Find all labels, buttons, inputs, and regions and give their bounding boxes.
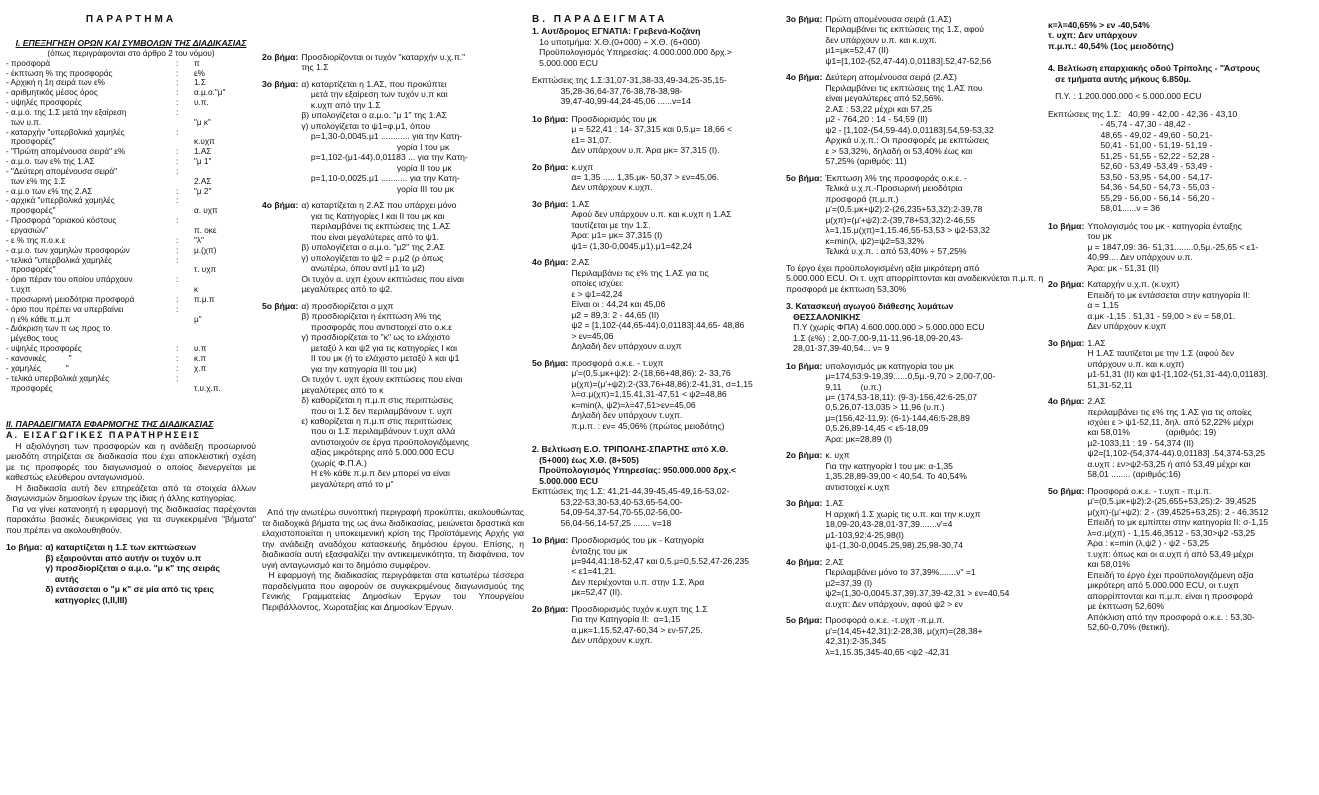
step-label: 3ο βήμα: [532, 198, 569, 209]
step-label: 2ο βήμα: [1048, 279, 1085, 290]
step-text: Προσφορά ο.κ.ε. -τ.υχπ -π.μ.π. μ'=(14,45+42,31):2-28,38, μ(χπ)=(28,38+ 42,31):2-35,345 λ=1,15.35,345-40,65 <ψ2 -42,31 [825, 615, 983, 657]
definition-term: - υψηλές προσφορές [6, 98, 82, 108]
example-1-discounts: Εκπτώσεις της 1.Σ:31,07-31,38-33,49-34,25-35,15- 35,28-36,64-37,76-38,78-38,98- 39,47-40,99-44,24-45,06 ......v=14 [532, 75, 727, 107]
definition-symbol: υ.π. [194, 98, 209, 108]
step-4 [786, 557, 1048, 609]
step-2 [1048, 279, 1314, 331]
step-1 [1048, 221, 1314, 273]
step-text: 2.ΑΣ Περιλαμβάνει τις ε% της 1.ΑΣ για τις οποίες ισχύει: ε > ψ1=42,24 Είναι οι : 44,24 και 45,06 μ2 = 89,3: 2 - 44,65 (ΙΙ) ψ2 = [1,102-(44,65-44).0,01183].44,65- 48,86 > εν=45,06 Δηλαδή δεν υπάρχουν α.υχπ [571, 257, 745, 352]
step-label: 1ο βήμα: [786, 360, 823, 371]
step-3 [532, 199, 780, 251]
column-1 [6, 0, 259, 605]
column-5 [1048, 20, 1314, 639]
paragraph: Από την ανωτέρω συνοπτική περιγραφή προκύπτει, ακολουθώντας τα διαδοχικά βήματα της ως άνω διαδικασίας, μειώνεται δραστικά και ελαχιστοποιείται η υποκειμενική κρίση της Προϊστάμενης Αρχής για την ανάδειξη αναδόχου κατασκευής δημόσιου έργου. Επίσης, η διαδικασία αυτή εξασφαλίζει την αντικειμενικότητα, τη διαφάνεια, τον υγιή ανταγωνισμό και το δημόσιο συμφέρον. [262, 507, 527, 570]
definition-term: - αρχικά "υπερβολικά χαμηλές προσφορές" [6, 196, 115, 216]
definition-row [6, 305, 256, 325]
definition-colon: : [176, 216, 179, 226]
definition-term: - α.μ.ο. των ε% της 1.ΑΣ [6, 157, 95, 167]
step-3 [786, 173, 1048, 257]
column-3 [532, 0, 780, 652]
definition-colon: : [176, 353, 179, 363]
definition-symbol: τ.υ.χ.π. [194, 383, 221, 393]
definition-row [6, 324, 256, 344]
step-text: Δεύτερη απομένουσα σειρά (2.ΑΣ) Περιλαμβάνει τις εκπτώσεις της 1.ΑΣ που είναι μεγαλύτερες από 52,56%. 2.ΑΣ : 53,22 μέχρι και 57,25 μ2 - 764,20 : 14 - 54,59 (ΙΙ) ψ2 - [1,102-(54,59-44).0,01183].54,59-53,32 Αρχικά υ.χ.π.: Οι προσφορές με εκπτώσεις ε > 53,32%, δηλαδή οι 53,40% έως και 57,25% (αριθμός: 11) [825, 72, 994, 167]
definition-symbol: ε% [194, 68, 205, 78]
example-1-steps [532, 114, 780, 432]
section-1-subtitle: (όπως περιγράφονται στο άρθρο 2 του νόμου) [47, 48, 215, 58]
definition-row [6, 69, 256, 79]
definition-symbol: τ. υχπ [194, 265, 217, 275]
definition-term: - προσφορά [6, 58, 51, 68]
step-3 [786, 498, 1048, 550]
definition-colon: : [176, 58, 179, 68]
example-1-heading: 1. Αυτ/δρομος ΕΓΝΑΤΙΑ: Γρεβενά-Κοζάνη [532, 26, 701, 37]
step-text: 1.ΑΣ Η αρχική 1.Σ χωρίς τις υ.π. και την κ.υχπ 18,09-20,43-28,01-37,39.......ν'=4 μ1-103,92:4-25,98(Ι) ψ1-(1,30-0,0045.25,98).25,98-30,74 [825, 498, 981, 551]
step-text: 1.ΑΣ Αφού δεν υπάρχουν υ.π. και κ.υχπ η 1.ΑΣ ταυτίζεται με την 1.Σ. Άρα: μ1= μκ= 37,315 (Ι) ψ1= (1,30-0,0045.μ1).μ1=42,24 [571, 198, 732, 251]
definition-symbol: "μ κ" [194, 117, 211, 127]
definition-row [6, 196, 256, 216]
definition-row [6, 216, 256, 236]
step-text: Καταρχήν υ.χ.π. (κ.υχπ) Επειδή το μκ εντάσσεται στην κατηγορία ΙΙ: α = 1,15 α.μκ -1,15 . 51,31 - 59,00 > εν = 58,01. Δεν υπάρχουν κ.υχπ [1087, 279, 1250, 332]
definition-term: - α.μ.ο των ε% της 2.ΑΣ [6, 186, 93, 196]
column-4 [786, 14, 1048, 663]
definition-colon: : [176, 186, 179, 196]
definitions-table [6, 59, 256, 394]
step-2 [786, 72, 1048, 166]
step-label: 2ο βήμα: [786, 450, 823, 461]
definition-colon [176, 324, 186, 344]
step-text: 2.ΑΣ Περιλαμβάνει μόνο το 37,39%.......ν" =1 μ2=37,39 (Ι) ψ2=(1,30-0,0045.37,39).37,39-42,31 > εν=40,54 α.υχπ: Δεν υπάρχουν, αφού ψ2 > εν [825, 556, 1010, 609]
step-2 [532, 604, 780, 646]
definition-row [6, 128, 256, 148]
step-4 [262, 301, 524, 490]
definition-row [6, 246, 256, 256]
step-label: 1ο βήμα: [532, 113, 569, 124]
definition-row [6, 98, 256, 108]
definition-row [6, 167, 256, 187]
example-2-conclusion: Το έργο έχει προϋπολογισμένη αξία μικρότερη από 5.000.000 ECU. Οι τ. υχπ απορρίπτονται και αναδεικνύεται π.μ.π. η προσφορά με έκπτωση 53,30% [786, 262, 1044, 294]
step-label: 1ο βήμα: [6, 542, 43, 553]
definition-symbol: π. οκε [194, 226, 217, 236]
definition-colon: : [176, 235, 179, 245]
example-4-discounts: Εκπτώσεις της 1.Σ: 40,99 - 42,00 - 42,36 - 43,10 - 45,74 - 47,30 - 48,42 - 48,65 - 49,02 - 49,60 - 50,21- 50,41 - 51,00 - 51,19- 51,19 - 51,25 - 51,55 - 52,22 - 52,28 - 52,60 - 53,49 -53,49 - 53,49 - 53,50 - 53,95 - 54,00 - 54,17- 54,36 - 54,50 - 54,73 - 55,03 - 55,29 - 56,00 - 56,14 - 56,20 - 58,01......ν = 36 [1048, 108, 1238, 214]
step-label: 5ο βήμα: [532, 357, 569, 368]
paragraph: Για να γίνει κατανοητή η εφαρμογή της διαδικασίας παρέχονται παρακάτω βασικές διευκρινίσεις για τα συγκεκριμένα "βήματα" που πρέπει να ακολουθηθούν. [6, 503, 259, 535]
step-label: 3ο βήμα: [262, 78, 299, 89]
definition-row [6, 256, 256, 276]
definition-symbol: π [194, 58, 200, 68]
step-2 [532, 162, 780, 193]
step-1 [532, 535, 780, 598]
definition-term: - α.μ.ο. της 1.Σ μετά την εξαίρεση των υ.π. [6, 107, 127, 127]
definition-row [6, 78, 256, 88]
definition-symbol: υ.π [194, 344, 207, 354]
paragraph: Η διαδικασία αυτή δεν επηρεάζεται από τα στοιχεία άλλων διαγωνισμών δημοσίων έργων της ίδιας ή άλλης κατηγορίας. [6, 482, 259, 504]
definition-row [6, 108, 256, 128]
definition-row [6, 374, 256, 394]
definition-colon: : [176, 304, 179, 314]
definition-row [6, 275, 256, 295]
step-label: 2ο βήμα: [532, 603, 569, 614]
definition-symbol: α. υχπ [194, 206, 218, 216]
example-1-info: 1ο υποτμήμα: Χ.Θ.(0+000) ÷ Χ.Θ. (6+000) Προϋπολογισμός Υπηρεσίας: 4.000.000.000 δρχ.> 5.000.000 ECU [539, 36, 732, 68]
section-a-title: Α. ΕΙΣΑΓΩΓΙΚΕΣ ΠΑΡΑΤΗΡΗΣΕΙΣ [6, 429, 201, 440]
definition-row [6, 364, 256, 374]
definition-term: - κανονικές " [6, 353, 72, 363]
definition-row [6, 344, 256, 354]
definition-symbol: α.μ.ο."μ" [194, 88, 226, 98]
section-2-title: ΙΙ. ΠΑΡΑΔΕΙΓΜΑΤΑ ΕΦΑΡΜΟΓΗΣ ΤΗΣ ΔΙΑΔΙΚΑΣΙΑΣ [6, 419, 214, 430]
step-4 [532, 257, 780, 351]
step-label: 5ο βήμα: [262, 300, 299, 311]
step-label: 4ο βήμα: [262, 200, 299, 211]
step-1 [786, 14, 1048, 66]
example-3-steps [786, 361, 1048, 658]
definition-symbol: κ.π [194, 353, 207, 363]
definition-symbol: 1.ΑΣ [194, 147, 212, 157]
step-label: 4ο βήμα: [532, 257, 569, 268]
definition-colon: : [176, 127, 179, 137]
step-text: Προσδιορισμός τυχόν κ.υχπ της 1.Σ Για την Κατηγορία ΙΙ: α=1,15 α.μκ=1,15.52,47-60,34 > εν-57,25. Δεν υπάρχουν κ.υχπ. [571, 603, 708, 646]
step-text: κ.υχπ α= 1,35 ..... 1,35.μκ- 50,37 > εν=45,06. Δεν υπάρχουν κ.υχπ. [571, 161, 720, 193]
step-text: Προσδιορίζονται οι τυχόν "καταρχήν υ.χ.π." της 1.Σ [301, 52, 466, 73]
step-text: προσφορά ο.κ.ε. - τ.υχπ μ'=(0,5.μκ+ψ2): 2-(18,66+48,86): 2- 33,76 μ(χπ)=(μ'+ψ2):2-(33,76+48,86):2-41,31, σ=1,15 λ=σ.μ(χπ)=1,15.41,31-47,51 < ψ2=48,86 κ=min(λ, ψ2)=λ=47,51>εν=45,06 Δηλαδή δεν υπάρχουν τ.υχπ. π.μ.π. : εν= 45,06% (πρώτος μειοδότης) [571, 357, 753, 431]
definition-colon: : [176, 68, 179, 78]
step-1 [6, 542, 256, 605]
definition-term: - όριο που πρέπει να υπερβαίνει η ε% κάθε π.μ.π [6, 304, 124, 324]
definition-colon: : [176, 88, 179, 98]
step-label: 4ο βήμα: [1048, 396, 1085, 407]
step-label: 3ο βήμα: [786, 498, 823, 509]
step-label: 2ο βήμα: [532, 161, 569, 172]
definition-term: - υψηλές προσφορές [6, 344, 82, 354]
definition-row [6, 295, 256, 305]
step-5 [1048, 486, 1314, 633]
definition-colon: : [176, 196, 179, 206]
definition-row [6, 354, 256, 364]
definition-colon: : [176, 255, 179, 265]
definition-term: - τελικά "υπερβολικά χαμηλές προσφορές" [6, 255, 112, 275]
example-3-result: κ=λ=40,65% > εν -40,54% τ. υχπ: Δεν υπάρχουν π.μ.π.: 40,54% (1ος μειοδότης) [1048, 20, 1174, 51]
step-text: Προσδιορισμός του μκ μ = 522,41 : 14- 37,315 και 0,5.μ= 18,66 < ε1= 31,07. Δεν υπάρχουν υ.π. Άρα μκ= 37,315 (Ι). [571, 113, 733, 156]
step-text: Υπολογισμός του μκ - κατηγορία ένταξης του μκ μ = 1847,09: 36- 51,31........0,5μ.-25,65 < ε1- 40,99.... Δεν υπάρχουν υ.π. Άρα: μκ - 51,31 (ΙΙ) [1087, 220, 1259, 273]
step-label: 3ο βήμα: [1048, 337, 1085, 348]
step-2 [786, 450, 1048, 492]
step-label: 4ο βήμα: [786, 72, 823, 83]
definition-term: - έκπτωση % της προσφοράς [6, 68, 113, 78]
step-text: υπολογισμός μκ κατηγορία του μκ μ=174,53:9-19,39......0,5μ.-9,70 > 2,00-7,00- 9,11 (υ.π.) μ= (174,53-18,11): (9-3)-156,42:6-25,07 0,5.26,07-13,035 > 11,96 (υ.π.) μ=(156,42-11,9): (6-1)-144,46:5-28,89 0,5.26,89-14,45 < ε5-18,09 Άρα: μκ=28,89 (Ι) [825, 360, 996, 444]
step-text: α) καταρτίζεται η 2.ΑΣ που υπάρχει μόνο για τις Κατηγορίες Ι και ΙΙ του μκ και περιλαμβάνει τις εκπτώσεις της 1.ΑΣ που είναι μεγαλύτερες από το ψ1. β) υπολογίζεται ο α.μ.ο. "μ2" της 2.ΑΣ γ) υπολογίζεται το ψ2 = ρ.μ2 (ρ όπως ανωτέρω, όπου αντί μ1 το μ2) Οι τυχόν α. υχπ έχουν εκπτώσεις που είναι μεγαλύτερες από το ψ2. [301, 200, 464, 295]
step-text: Έκπτωση λ% της προσφοράς ο.κ.ε. - Τελικά υ.χ.π.-Προσωρινή μειοδότρια προσφορά (π.μ.π.) μ'=(0,5.μκ+ψ2):2-(26,235+53,32):2-39,78 μ(χπ)=(μ'+ψ2):2-(39,78+53,32):2-46,55 λ=1,15.μ(χπ)=1,15.46,55-53,53 > ψ2-53,32 κ=min(λ, ψ2)=ψ2=53,32% Τελικά υ.χ.π. : από 53,40% ÷ 57,25% [825, 172, 990, 257]
definition-symbol: π.μ.π [194, 294, 215, 304]
example-4-heading: 4. Βελτίωση επαρχιακής οδού Τρίπολης - "Άστρους σε τμήματα αυτής μήκους 6.850μ. [1048, 63, 1260, 84]
definition-symbol: κ [194, 285, 199, 295]
definition-colon: : [176, 157, 179, 167]
step-label: 1ο βήμα: [532, 535, 569, 546]
definition-symbol: "λ" [194, 235, 204, 245]
example-4-steps [1048, 221, 1314, 633]
definition-term: - Αρχική η 1η σειρά των ε% [6, 78, 105, 88]
definition-term: - Διάκριση των π ως προς το μέγεθος τους [6, 324, 111, 344]
definition-term: - ε % της π.ο.κ.ε [6, 235, 66, 245]
definition-symbol: μ" [194, 314, 202, 324]
definition-symbol: 1.Σ [194, 78, 206, 88]
definition-term: - α.μ.ο. των χαμηλών προσφορών [6, 245, 130, 255]
example-2-steps-cont [786, 14, 1048, 257]
step-label: 5ο βήμα: [1048, 485, 1085, 496]
definition-colon: : [176, 98, 179, 108]
step-label: 2ο βήμα: [262, 52, 299, 62]
step-4 [1048, 396, 1314, 480]
summary-paragraphs [262, 507, 527, 612]
definition-term: - όριο πέραν του οποίου υπάρχουν τ.υχπ [6, 275, 133, 295]
step-5 [786, 615, 1048, 657]
procedure-steps [262, 52, 524, 489]
example-3-heading: 3. Κατασκευή αγωγού διάθεσης λυμάτων ΘΕΣΣΑΛΟΝΙΚΗΣ [786, 301, 954, 322]
definition-term: - καταρχήν "υπερβολικά χαμηλές προσφορές" [6, 127, 125, 147]
step-1 [262, 52, 524, 73]
definition-term: - αριθμητικός μέσος όρος [6, 88, 98, 98]
definition-term: - τελικά υπερβολικά χαμηλές προσφορές [6, 373, 110, 393]
definition-row [6, 187, 256, 197]
step-text: Προσφορά ο.κ.ε. - τ.υχπ - π.μ.π. μ'=(0,5.μκ+ψ2):2-(25,655+53,25):2- 39,4525 μ(χπ)-(μ'+ψ2): 2 - (39,4525+53,25): 2 - 46,3512 Επειδή το μκ εμπίπτει στην κατηγορία ΙΙ: σ-1,15 λ=σ.μ(χπ) - 1,15.46,3512 - 53,30>ψ2 -53,25 Άρα : κ=min (λ,ψ2 ) - ψ2 - 53,25 τ.υχπ: όπως και οι α.υχπ ή από 53,49 μέχρι και 58,01% Επειδή το έργο έχει προϋπολογιζόμενη αξία μικρότερη από 5.000.000 ECU, οι τ.υχπ απορρίπτονται και π.μ.π. είναι η προσφορά με έκπτωση 52,60% Απόκλιση από την προσφορά ο.κ.ε. : 53,30- 52,60-0,70% (θετική). [1087, 485, 1269, 633]
step-label: 3ο βήμα: [786, 14, 823, 24]
step-3 [262, 200, 524, 294]
definition-symbol: κ.υχπ [194, 137, 215, 147]
example-2-discounts: Εκπτώσεις της 1.Σ: 41,21-44,39-45,45-49,16-53,02- 53,22-53,30-53,40-53,65-54,00- 54,09-54,37-54,70-55,02-56,00- 56,04-56,14-57,25 ....... v=18 [532, 486, 730, 528]
definition-colon: : [176, 245, 179, 255]
step-3 [1048, 338, 1314, 390]
definition-row [6, 59, 256, 69]
definition-symbol: "μ 1" [194, 157, 212, 167]
step-text: α) καταρτίζεται η 1.ΑΣ, που προκύπτει μετά την εξαίρεση των τυχόν υ.π και κ.υχπ από την 1.Σ β) υπολογίζεται ο α.μ.ο. "μ 1" της 1.ΑΣ γ) υπολογίζεται το ψ1=φ.μ1, όπου p=1,30-0,0045.μ1 ............ για την Κατη- γορία Ι του μκ p=1,102-(μ1-44).0,01183 ... για την Κατη- γορία ΙΙ του μκ p=1,10-0,0025.μ1 ........... για την Κατη- γορία ΙΙΙ του μκ [301, 78, 468, 194]
step-1 [532, 114, 780, 156]
step-label: 4ο βήμα: [786, 556, 823, 567]
definition-colon: : [176, 78, 179, 88]
section-1-title: Ι. ΕΠΕΞΗΓΗΣΗ ΟΡΩΝ ΚΑΙ ΣΥΜΒΟΛΩΝ ΤΗΣ ΔΙΑΔΙΚΑΣΙΑΣ [15, 38, 247, 49]
definition-colon: : [176, 166, 179, 176]
intro-paragraphs [6, 440, 259, 535]
definition-colon: : [176, 107, 179, 117]
step-text: 2.ΑΣ περιλαμβάνει τις ε% της 1.ΑΣ για τις οποίες ισχύει ε > ψ1-52,11, δηλ. από 52,22% μέχρι και 58,01% (αριθμός: 19) μ2-1033,11 : 19 - 54,374 (ΙΙ) ψ2=[1,102-(54,374-44).0,01183] .54,374-53,25 α.υχπ : εν>ψ2-53,25 ή από 53,49 μέχρι και 58,01 ........ (αριθμός:16) [1087, 396, 1266, 480]
definition-colon: : [176, 373, 179, 383]
step-2 [262, 79, 524, 194]
step-label: 5ο βήμα: [786, 172, 823, 183]
example-2-heading: 2. Βελτίωση Ε.Ο. ΤΡΙΠΟΛΗΣ-ΣΠΑΡΤΗΣ από Χ.Θ. (5+000) έως Χ.Θ. (8+505) Προϋπολογισμός Υπηρεσίας: 950.000.000 δρχ.< 5.000.000 ECU [532, 444, 736, 486]
paragraph: Η εφαρμογή της διαδικασίας περιγράφεται στα κατωτέρω τέσσερα παραδείγματα που αφορούν σε συγκεκριμένους διαγωνισμούς της Γενικής Γραμματείας Δημοσίων Έργων του Υπουργείου Περιβάλλοντος, Χωροταξίας και Δημοσίων Έργων. [262, 570, 527, 612]
paragraph: Η αξιολόγηση των προσφορών και η ανάδειξη προσωρινού μειοδότη στηρίζεται σε διαδικασία που έχει αποκλειστική σχέση με τις προσφορές του διαγωνισμού ο οποίος διενεργείται με καθεστώς ελεύθερου ανταγωνισμού. [6, 440, 259, 483]
definition-symbol [186, 324, 256, 344]
step-label: 1ο βήμα: [1048, 220, 1085, 231]
appendix-title: ΠΑΡΑΡΤΗΜΑ [85, 14, 177, 25]
definition-symbol: 2.ΑΣ [194, 176, 212, 186]
example-4-info: Π.Υ. : 1.200.000.000 < 5.000.000 ECU [1048, 91, 1202, 102]
definition-term: - Προσφορά "οριακού κόστους εργασιών" [6, 216, 117, 236]
definition-term: - χαμηλές " [6, 363, 69, 373]
definition-colon: : [176, 147, 179, 157]
definition-row [6, 157, 256, 167]
definition-colon: : [176, 363, 179, 373]
definition-term: - "Δεύτερη απομένουσα σειρά" των ε% της 1.Σ [6, 166, 118, 186]
examples-title: Β. ΠΑΡΑΔΕΙΓΜΑΤΑ [532, 14, 668, 25]
step-5 [532, 358, 780, 431]
step-text: Πρώτη απομένουσα σειρά (1.ΑΣ) Περιλαμβάνει τις εκπτώσεις της 1.Σ, αφού δεν υπάρχουν υ.π. και κ.υχπ. μ1=μκ=52,47 (ΙΙ) ψ1=[1,102-(52,47-44).0,01183].52,47-52,56 [825, 14, 992, 66]
definition-symbol: "μ 2" [194, 186, 212, 196]
step-text: α) προσδιορίζεται ο μχπ β) προσδιορίζεται η έκπτωση λ% της προσφοράς που αντιστοιχεί στο ο.κ.ε γ) προσδιορίζεται το "κ" ως το ελάχιστο μεταξύ λ και ψ2 για τις κατηγορίες Ι και ΙΙ του μκ (ή το ελάχιστο μεταξύ λ και ψ1 για την κατηγορία ΙΙΙ του μκ) Οι τυχόν τ. υχπ έχουν εκπτώσεις που είναι μεγαλύτερες από το κ δ) καθορίζεται η π.μ.π στις περιπτώσεις που οι 1.Σ δεν περιλαμβάνουν τ. υχπ ε) καθορίζεται η π.μ.π στις περιπτώσεις που οι 1.Σ περιλαμβάνουν τ.υχπ αλλά αντιστοιχούν σε έργα προϋπολογιζόμενης αξίας μικρότερης από 5.000.000 ECU (χωρίς Φ.Π.Α.) Η ε% κάθε π.μ.π δεν μπορεί να είναι μεγαλύτερη από το μ" [301, 300, 469, 489]
definition-row [6, 88, 256, 98]
step-label: 5ο βήμα: [786, 615, 823, 626]
definition-colon: : [176, 275, 179, 285]
definition-symbol: μ.(χπ) [194, 245, 217, 255]
definition-term: - "Πρώτη απομένουσα σειρά" ε% [6, 147, 126, 157]
step-text: 1.ΑΣ Η 1.ΑΣ ταυτίζεται με την 1.Σ (αφού δεν υπάρχουν υ.π. και κ.υχπ) μ1-51,31 (ΙΙ) και ψ1-[1,102-(51,31-44).0,01183]. 51,31-52,11 [1087, 337, 1268, 390]
example-2-steps [532, 535, 780, 646]
step-text: α) καταρτίζεται η 1.Σ των εκπτώσεων β) εξαιρούνται από αυτήν οι τυχόν υ.π γ) προσδιορίζεται ο α.μ.ο. "μ κ" της σειράς αυτής δ) εντάσσεται ο "μ κ" σε μία από τις τρεις κατηγορίες (Ι,ΙΙ,ΙΙΙ) [45, 542, 220, 605]
definition-row [6, 147, 256, 157]
column-2 [262, 52, 527, 612]
step-text: Προσδιορισμός του μκ - Κατηγορία ένταξης του μκ μ=944,41:18-52,47 και 0,5.μ=0,5.52,47-26,235 < ε1=41,21. Δεν περιέχονται υ.π. στην 1.Σ. Άρα μκ=52,47 (ΙΙ). [571, 535, 750, 598]
step-text: κ. υχπ Για την κατηγορία Ι του μκ: α-1,35 1,35.28,89-39,00 < 40,54. Το 40,54% αντιστοιχεί κ.υχπ [825, 450, 967, 492]
step-1 [786, 361, 1048, 445]
definition-colon: : [176, 344, 179, 354]
definition-colon: : [176, 294, 179, 304]
example-3-info: Π.Υ (χωρίς ΦΠΑ) 4.600.000.000 > 5.000.000 ECU 1.Σ (ε%) : 2,00-7,00-9,11-11,96-18,09-20,43- 28,01-37,39-40,54... ν= 9 [793, 322, 985, 354]
definition-symbol: χ.π [194, 363, 207, 373]
definition-row [6, 236, 256, 246]
definition-term: - προσωρινή μειοδότρια προσφορά [6, 294, 135, 304]
